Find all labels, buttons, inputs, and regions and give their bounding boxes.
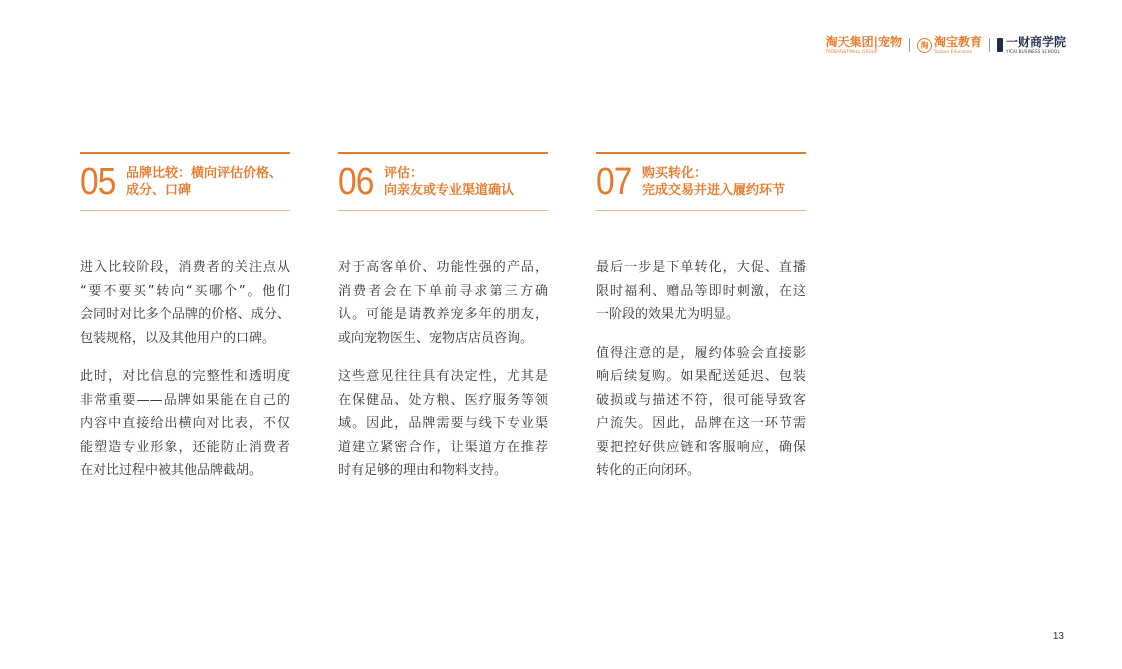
page-number: 13: [1052, 631, 1064, 642]
section-title-line: 购买转化：: [642, 166, 708, 181]
logo-yicai-school: [997, 36, 1066, 54]
section-05: [80, 152, 290, 498]
section-06: [338, 152, 548, 498]
section-title-line: 向亲友或专业渠道确认: [384, 183, 515, 198]
text-line: 时有足够的理由和物料支持。: [338, 463, 508, 478]
text-line: 会同时对比多个品牌的价格、成分、: [80, 307, 290, 322]
paragraph: [596, 342, 806, 483]
text-line: 最后一步是下单转化，大促、直播: [596, 260, 806, 275]
paragraph: [338, 365, 548, 483]
section-title: [384, 165, 514, 199]
text-line: 在对比过程中被其他品牌截胡。: [80, 463, 263, 478]
text-line: 要把控好供应链和客服响应，确保: [596, 439, 806, 455]
section-title: [642, 165, 785, 199]
section-number: 05: [80, 161, 116, 203]
logo-yicai-text: 一财商学院: [1005, 35, 1066, 49]
section-07: [596, 152, 806, 498]
text-line: 非常重要——品牌如果能在自己的: [80, 392, 290, 408]
text-line: 限时福利、赠品等即时刺激，在这: [596, 283, 806, 299]
section-body: [80, 256, 290, 483]
text-line: 内容中直接给出横向对比表，不仅: [80, 416, 290, 431]
paragraph: [338, 256, 548, 350]
text-line: 或向宠物医生、宠物店店员咨询。: [338, 330, 534, 346]
text-line: 进入比较阶段，消费者的关注点从: [80, 260, 290, 275]
header-logos: [826, 36, 1066, 54]
section-title-line: 完成交易并进入履约环节: [642, 183, 786, 198]
section-header: [338, 152, 548, 211]
text-line: 包装规格，以及其他用户的口碑。: [80, 330, 276, 346]
paragraph: [80, 256, 290, 350]
logo-yicai-subtext: YICAI BUSINESS SCHOOL: [1005, 49, 1060, 54]
text-line: “要不要买”转向“买哪个”。他们: [80, 283, 290, 299]
section-header: [596, 152, 806, 211]
text-line: 响后续复购。如果配送延迟、包装: [596, 369, 806, 384]
section-title-line: 成分、口碑: [126, 183, 192, 198]
section-title-line: 品牌比较：横向评估价格、: [126, 166, 283, 181]
logo-taotian-text: 淘天集团|宠物: [825, 35, 902, 49]
taobao-circle-icon: 淘: [917, 38, 932, 53]
section-body: [338, 256, 548, 483]
text-line: 对于高客单价、功能性强的产品，: [338, 260, 548, 275]
text-line: 这些意见往往具有决定性，尤其是: [338, 369, 548, 384]
text-line: 一阶段的效果尤为明显。: [596, 307, 740, 322]
logo-taobao-subtext: Taobao Education: [933, 49, 973, 54]
section-header: [80, 152, 290, 211]
logo-divider: [909, 38, 910, 52]
text-line: 值得注意的是，履约体验会直接影: [596, 345, 806, 361]
yicai-mark-icon: [997, 38, 1003, 52]
paragraph: [596, 256, 806, 327]
text-line: 消费者会在下单前寻求第三方确: [338, 283, 548, 299]
section-body: [596, 256, 806, 483]
logo-taobao-text: 淘宝教育: [933, 35, 982, 49]
text-line: 转化的正向闭环。: [596, 463, 701, 478]
logo-taotian-pet: [826, 36, 902, 54]
section-title: [126, 165, 282, 199]
logo-taobao-education: [917, 36, 982, 54]
text-line: 认。可能是请教养宠多年的朋友，: [338, 307, 548, 322]
text-line: 道建立紧密合作，让渠道方在推荐: [338, 439, 548, 455]
logo-taotian-subtext: TAOBAO&TMALL GROUP: [825, 49, 878, 54]
text-line: 破损或与描述不符，很可能导致客: [596, 392, 806, 408]
text-line: 在保健品、处方粮、医疗服务等领: [338, 392, 548, 408]
section-number: 07: [596, 161, 632, 203]
text-line: 域。因此，品牌需要与线下专业渠: [338, 416, 548, 431]
paragraph: [80, 365, 290, 483]
text-line: 能塑造专业形象，还能防止消费者: [80, 439, 290, 455]
text-line: 此时，对比信息的完整性和透明度: [80, 369, 290, 384]
logo-divider: [989, 38, 990, 52]
section-title-line: 评估：: [384, 166, 424, 181]
section-number: 06: [338, 161, 374, 203]
text-line: 户流失。因此，品牌在这一环节需: [596, 416, 806, 431]
